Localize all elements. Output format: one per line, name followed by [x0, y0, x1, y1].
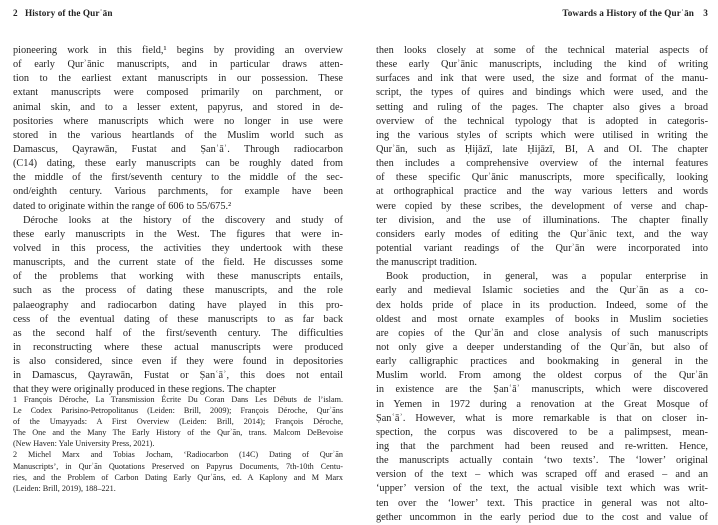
footnote-line: The One and the Many The Early History of the Qurʾān, trans. Malcom DeBevoise	[13, 428, 343, 438]
text-line: manuscripts, and the current state of the field. He discusses some	[13, 257, 343, 269]
text-line: that they were originally produced in these regions. The chapter	[13, 384, 276, 396]
text-line: at orthographical practice and the way various letters and words	[376, 186, 708, 198]
text-line: overview of the technical typology that is adopted in categoris-	[376, 115, 708, 127]
footnote-line: Le Codex Parisino-Petropolitanus (Leiden: Brill, 2009); François Déroche, Qurʾāns	[13, 406, 343, 416]
text-line: ond/eighth century. Various parchments, for example have been	[13, 186, 343, 198]
text-line: early calligraphic practices and bookmaking in general in the	[376, 356, 708, 368]
text-line: spection, the corpus was discovered to be a palimpsest, mean-	[376, 426, 708, 438]
text-line: ing that the parchment had been reused and re-written. Hence,	[376, 440, 708, 452]
text-line: the middle of the first/seventh century to the middle of the sec-	[13, 172, 343, 184]
text-line: then includes a comprehensive overview of the internal features	[376, 158, 708, 170]
right-body-text	[376, 44, 708, 525]
right-page-number: 3	[703, 8, 708, 18]
text-line: the manuscripts actually contain ‘two texts’. The ‘lower’ original	[376, 455, 708, 467]
text-line: Muslim world. From among the oldest corpus of the Qurʾān	[376, 370, 708, 382]
text-line: Déroche looks at the history of the discovery and study of	[23, 214, 343, 226]
text-line: surfaces and ink that were used, the size and format of the manu-	[376, 73, 708, 85]
text-line: ing the various styles of scripts which were utilised in writing the	[376, 129, 708, 141]
text-line: these early Qurʾānic manuscripts, including the kind of writing	[376, 59, 708, 71]
text-line: pioneering work in this field,¹ begins by providing an overview	[13, 45, 343, 56]
text-line: palaeography and radiocarbon dating have played in this pro-	[13, 299, 343, 311]
footnote-line: (New Haven: Yale University Press, 2021).	[13, 439, 155, 449]
text-line: in Damascus, Qayrawān, Fustat or Ṣanʿāʾ, this does not entail	[13, 370, 343, 382]
text-line: volved in this process, the activities they undertook with these	[13, 242, 343, 254]
left-page	[13, 0, 343, 517]
text-line: cess of the eventual dating of these manuscripts to as far back	[13, 313, 343, 325]
footnotes	[13, 394, 343, 494]
text-line: then looks closely at some of the technical material aspects of	[376, 45, 708, 56]
footnote-line: 1 François Déroche, La Transmission Écrite Du Coran Dans Les Débuts de l’islam.	[13, 395, 343, 404]
text-line: of these specific Qurʾānic manuscripts, more specifically, looking	[376, 172, 708, 184]
text-line: version of the text – which was scraped off and erased – and an	[376, 469, 708, 481]
right-running-head: Towards a History of the Qurʾān	[562, 8, 694, 18]
footnote-line: of the Umayyads: A First Overview (Leiden: Brill, 2014); François Déroche,	[13, 417, 343, 427]
text-line: Damascus, Qayrawān, Fustat and Ṣanʿāʾ. Through radiocarbon	[13, 143, 343, 155]
text-line: Book production, in general, was a popular enterprise in	[386, 271, 708, 283]
text-line: these early manuscripts in the West. The figures that were in-	[13, 228, 343, 240]
text-line: extant manuscripts were composed primarily on parchment, or	[13, 87, 343, 99]
footnote-line: Manuscripts’, in Qurʾān Quotations Preserved on Papyrus Documents, 7th-10th Centu-	[13, 461, 343, 471]
text-line: potential variant readings of the Qurʾān were incorporated into	[376, 242, 708, 254]
text-line: script, the types of quires and bindings which were used, and the	[376, 87, 708, 99]
text-line: the manuscript tradition.	[376, 257, 477, 269]
text-line: Qurʾān, such as Ḥijāzī, late Ḥijāzī, BI, A and OI. The chapter	[376, 143, 708, 155]
text-line: animal skin, and to a lesser extent, papyrus, and stored in de-	[13, 101, 343, 113]
footnote-line: 2 Michel Marx and Tobias Jocham, ‘Radiocarbon (14C) Dating of Qurʾān	[13, 450, 343, 460]
text-line: were copied by these scribes, the development of verse and chap-	[376, 200, 708, 212]
text-line: as the second half of the first/seventh century. The difficulties	[13, 327, 343, 339]
text-line: in existence are the Ṣanʿāʾ manuscripts, which were discovered	[376, 384, 708, 396]
left-running-header	[13, 8, 343, 22]
text-line: in reconstructing where these actual manuscripts were produced	[13, 341, 343, 353]
text-line: ter division, and the use of illuminations. The chapter finally	[376, 214, 708, 226]
text-line: positories where manuscripts which were no longer in use were	[13, 115, 343, 127]
text-line: ten over the ‘lower’ text. This practice in general was not alto-	[376, 497, 708, 509]
text-line: in Yemen in 1972 during a renovation at the Great Mosque of	[376, 398, 708, 410]
text-line: dex holds pride of place in its production. Indeed, some of the	[376, 299, 708, 311]
text-line: not only give a deeper understanding of the Qurʾān, but also of	[376, 341, 708, 353]
text-line: ‘upper’ version of the text, the actual visible text which was writ-	[376, 483, 708, 495]
text-line: is also considered, since even if they were found in depositories	[13, 356, 343, 368]
text-line: Ṣanʿāʾ. However, what is more remarkable is that on closer in-	[376, 412, 708, 424]
right-running-header	[376, 8, 708, 22]
text-line: (C14) dating, these early manuscripts can be roughly dated from	[13, 158, 343, 170]
text-line: of the problems that working with these manuscripts entails,	[13, 271, 343, 283]
footnote-line: (Leiden: Brill, 2019), 188–221.	[13, 483, 116, 493]
text-line: early and medieval Islamic societies and the Qurʾān as a co-	[376, 285, 708, 297]
text-line: gether uncommon in the early period due to the cost and value of	[376, 511, 708, 523]
text-line: are copies of the Qurʾān and close analysis of such manuscripts	[376, 327, 708, 339]
text-line: such as the process of dating these manuscripts, and the role	[13, 285, 343, 297]
left-page-number: 2	[13, 8, 18, 18]
text-line: of early Qurʾānic manuscripts, and in particular draws atten-	[13, 59, 343, 71]
left-running-head: History of the Qurʾān	[25, 8, 113, 18]
text-line: stored in the various heartlands of the Muslim world such as	[13, 129, 343, 141]
text-line: setting and ruling of the pages. The chapter also gives a broad	[376, 101, 708, 113]
text-line: dated to originate within the range of 606 to 55/675.²	[13, 200, 232, 212]
right-page	[376, 0, 708, 523]
text-line: considers early modes of editing the Qurʾānic text, and the way	[376, 228, 708, 240]
text-line: oldest and most ornate examples of books in Muslim societies	[376, 313, 708, 325]
footnote-line: ries, and the Problem of Carbon Dating Early Qurʾāns, ed. A Kaplony and M Marx	[13, 472, 343, 482]
text-line: tion to the earliest extant manuscripts in our possession. These	[13, 73, 343, 85]
left-body-text	[13, 44, 343, 398]
